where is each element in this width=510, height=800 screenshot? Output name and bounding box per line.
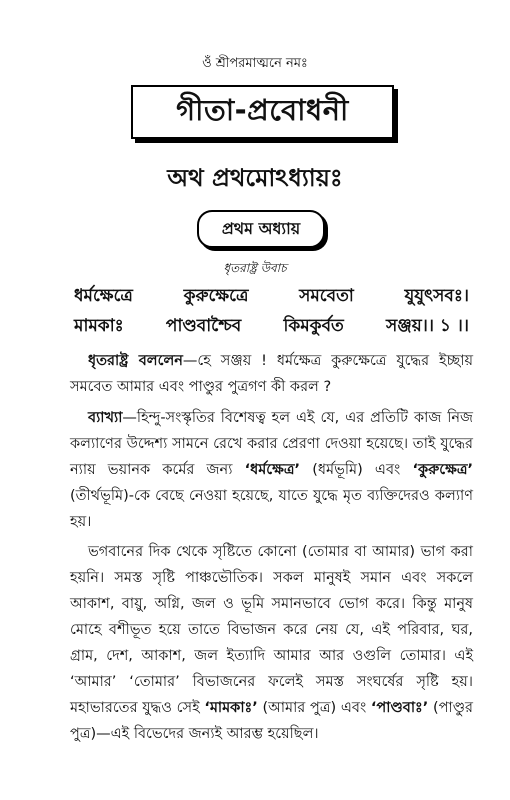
book-title <box>131 85 394 139</box>
explanation-text: (তীর্থভূমি)-কে বেছে নেওয়া হয়েছে, যাতে যুদ্ধে মৃত ব্যক্তিদেরও কল্যাণ হয়। <box>70 488 473 530</box>
translation-text: —হে সঞ্জয় ! ধর্মক্ষেত্র কুরুক্ষেত্রে যুদ্ধের ইচ্ছায় সমবেত আমার এবং পাণ্ডুর পুত্রগণ কী করল ? <box>70 353 473 395</box>
verse-line-2 <box>74 313 469 341</box>
explanation-term: ‘ধর্মক্ষেত্র’ <box>244 462 301 478</box>
verse-word: পাণ্ডবাশ্চৈব <box>165 316 242 336</box>
body-text: ভগবানের দিক থেকে সৃষ্টিতে কোনো (তোমার বা আমার) ভাগ করা হয়নি। সমস্ত সৃষ্টি পাঞ্চভৌতিক। সকল মানুষই সমান এবং সকলে আকাশ, বায়ু, অগ্নি, জল ও ভূমি সমানভাবে ভোগ করে। কিন্তু মানুষ মোহে বশীভূত হয়ে তাতে বিভাজন করে নেয় যে, এই পরিবার, ঘর, গ্রাম, দেশ, আকাশ, জল ইত্যাদি আমার আর ওগুলি তোমার। এই ‘আমার’ ‘তোমার’ বিভাজনের ফলেই সমস্ত সংঘর্ষের সৃষ্টি হয়। মহাভারতের যুদ্ধও সেই <box>70 544 473 716</box>
verse-word: সমবেতা <box>299 286 354 306</box>
explanation-label: ব্যাখ্যা <box>88 410 123 426</box>
explanation-term: ‘কুরুক্ষেত্র’ <box>412 462 473 478</box>
body-term: ‘মামকাঃ’ <box>204 700 258 716</box>
verse-word: যুযুৎসবঃ। <box>404 286 469 306</box>
verse-line-1 <box>74 283 469 311</box>
translation-paragraph <box>70 348 473 400</box>
body-paragraph <box>70 539 473 747</box>
chapter-heading-sanskrit: অথ প্রথমোঽধ্যায়ঃ <box>167 164 343 192</box>
invocation-line: ওঁ শ্রীপরমাত্মনে নমঃ <box>202 56 308 71</box>
explanation-paragraph <box>70 405 473 535</box>
body-text: (পাণ্ডুর পুত্র)—এই বিভেদের জন্যই আরম্ভ হয়েছিল। <box>70 700 473 742</box>
verse-word: মামকাঃ <box>74 316 124 336</box>
body-term: ‘পাণ্ডবাঃ’ <box>370 700 429 716</box>
verse-word: কুরুক্ষেত্রে <box>183 286 249 306</box>
explanation-text: (ধর্মভূমি) এবং <box>300 462 413 478</box>
verse-word: সঞ্জয়।। ১ ।। <box>386 316 469 336</box>
translation-speaker: ধৃতরাষ্ট্র বললেন <box>88 353 183 369</box>
verse-speaker: ধৃতরাষ্ট্র উবাচ <box>223 261 287 275</box>
verse-word: ধর্মক্ষেত্রে <box>74 286 133 306</box>
verse-word: কিমকুর্বত <box>283 316 344 336</box>
explanation-text: —হিন্দু-সংস্কৃতির বিশেষত্ব হল এই যে, এর প্রতিটি কাজ নিজ কল্যাণের উদ্দেশ্য সামনে রেখে করার প্রেরণা দেওয়া হয়েছে। তাই যুদ্ধের ন্যায় ভয়ানক কর্মের জন্য <box>70 410 473 478</box>
book-title-text: গীতা-প্রবোধনী <box>176 92 349 127</box>
chapter-heading-text: প্রথম অধ্যায় <box>221 218 301 238</box>
chapter-heading-badge <box>197 210 325 248</box>
body-text: (আমার পুত্র) এবং <box>257 700 371 716</box>
